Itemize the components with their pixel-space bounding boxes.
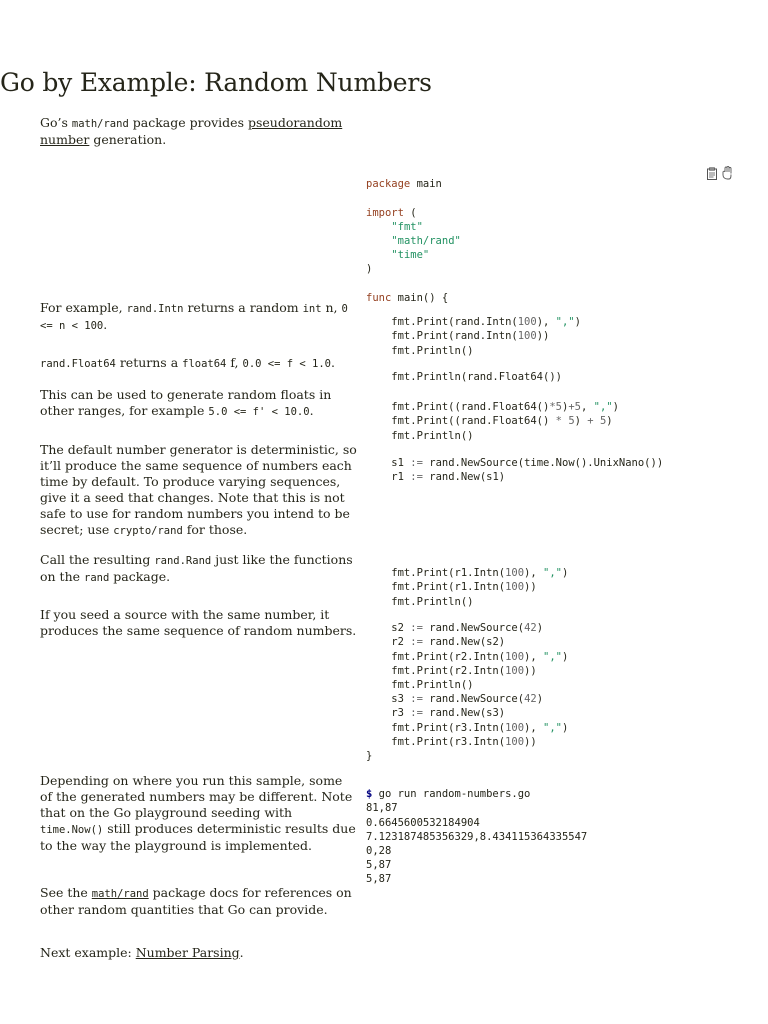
code-line: fmt.Print((rand.Float64()*5)+5, ",") [366, 401, 619, 414]
code-line: fmt.Println() [366, 429, 474, 442]
code-line-func: func main() { [366, 291, 449, 304]
math-rand-docs-link[interactable]: math/rand [91, 888, 149, 900]
next-example: Next example: Number Parsing. [40, 945, 244, 960]
code-line-package: package main [366, 178, 442, 191]
code-line: fmt.Print(r1.Intn(100)) [366, 581, 537, 594]
code-line: s1 := rand.NewSource(time.Now().UnixNano()) [366, 457, 664, 470]
code-line-close-brace: } [366, 749, 373, 762]
code-line: fmt.Println() [366, 678, 474, 691]
code-line: r3 := rand.New(s3) [366, 707, 506, 720]
code-block-same-seed [366, 607, 746, 777]
doc-float64: rand.Float64 returns a float64 f, 0.0 <= f < 1.0. [40, 355, 335, 370]
output-line: 0,28 [366, 844, 392, 857]
doc-depending: Depending on where you run this sample, some of the generated numbers may be different. Note that on the Go playground seeding with time.Now() still produces deterministic results due to the way the playground is implemented. [40, 773, 356, 853]
intro-text [40, 115, 358, 148]
code-line: r1 := rand.New(s1) [366, 471, 506, 484]
page-title: Go by Example: Random Numbers [0, 68, 432, 97]
code-block-seed [366, 442, 746, 499]
doc-intn: For example, rand.Intn returns a random int n, 0 <= n < 100. [40, 300, 348, 332]
output-line: 81,87 [366, 802, 398, 815]
intro-mid: package provides [128, 115, 248, 130]
code-line: fmt.Print(r3.Intn(100), ",") [366, 721, 569, 734]
output-line: 0.6645600532184904 [366, 816, 480, 829]
code-line: fmt.Print(r2.Intn(100)) [366, 664, 537, 677]
code-line: fmt.Print(rand.Intn(100), ",") [366, 316, 581, 329]
code-line-import: import ( [366, 206, 417, 219]
output-line: 5,87 [366, 859, 392, 872]
code-header [366, 163, 746, 319]
code-line: fmt.Print(rand.Intn(100)) [366, 330, 550, 343]
doc-same-seed: If you seed a source with the same number, it produces the same sequence of random numbers. [40, 607, 357, 638]
doc-seed: The default number generator is deterministic, so it’ll produce the same sequence of numbers each time by default. To produce varying sequences, give it a seed that changes. Note that this is not safe to use for random numbers you intend to be secret; use crypto/rand for those. [40, 442, 357, 537]
code-line-close-paren: ) [366, 263, 373, 276]
shell-prompt: $ [366, 788, 373, 801]
intro-code: math/rand [71, 118, 129, 130]
code-line: s2 := rand.NewSource(42) [366, 622, 544, 635]
code-line: fmt.Println(rand.Float64()) [366, 371, 562, 384]
next-example-link[interactable]: Number Parsing [135, 945, 240, 960]
doc-resulting: Call the resulting rand.Rand just like the functions on the rand package. [40, 552, 353, 584]
code-line-import-fmt: "fmt" [391, 220, 423, 233]
doc-see-docs: See the math/rand package docs for references on other random quantities that Go can provide. [40, 885, 352, 917]
code-line: r2 := rand.New(s2) [366, 636, 506, 649]
intro-post: generation. [89, 132, 167, 147]
doc-range: This can be used to generate random floats in other ranges, for example 5.0 <= f' < 10.0. [40, 387, 332, 418]
code-line-import-rand: "math/rand" [391, 234, 461, 247]
code-line: fmt.Print(r2.Intn(100), ",") [366, 650, 569, 663]
code-line: fmt.Print(r3.Intn(100)) [366, 735, 537, 748]
output-line: 5,87 [366, 873, 392, 886]
code-line: fmt.Println() [366, 595, 474, 608]
shell-command: go run random-numbers.go [372, 788, 531, 801]
code-line: fmt.Println() [366, 344, 474, 357]
code-line: fmt.Print((rand.Float64() * 5) + 5) [366, 415, 613, 428]
code-line-import-time: "time" [391, 249, 430, 262]
output-command-line [366, 787, 746, 801]
intro-pre: Go’s [40, 115, 72, 130]
pseudorandom-number-link[interactable]: pseudorandom number [40, 115, 343, 147]
output-block [366, 773, 746, 901]
output-line: 7.123187485356329,8.434115364335547 [366, 830, 588, 843]
code-line: s3 := rand.NewSource(42) [366, 693, 544, 706]
code-line: fmt.Print(r1.Intn(100), ",") [366, 567, 569, 580]
